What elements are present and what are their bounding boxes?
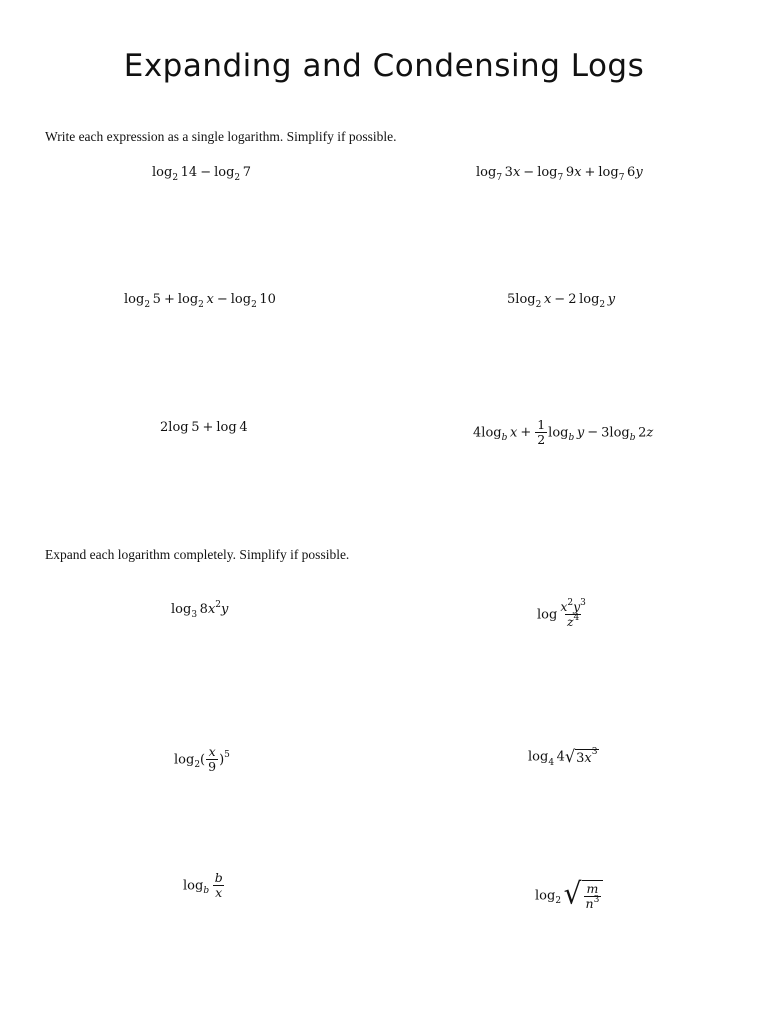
fraction: $\frac{m}{n^3}$ <box>585 881 600 912</box>
fraction: $\frac{x^2y^3}{z^4}$ <box>560 598 586 630</box>
section2-instructions: Expand each logarithm completely. Simplify if possible. <box>45 547 350 562</box>
square-root: √ 3 x 3 <box>564 746 598 767</box>
condense-problem-6: $4\log_b$ x + $\frac{1}{2}$ $\log_b y - 3\log_b$ 2z <box>473 417 654 448</box>
expand-problem-3: $\log_2$( $\frac{x}{9}$ )$^5$ <box>174 744 230 775</box>
condense-problem-4: $5\log_2$ x − 2 $\log_2 y$ <box>507 292 616 310</box>
condense-problem-2: $\log_7 3x - \log_7 9x + \log_7 6y$ <box>476 165 643 183</box>
fraction: $\frac{x}{9}$ <box>208 744 217 775</box>
expand-problem-4: $\log_4 4$ √ 3 x 3 <box>528 746 598 768</box>
condense-problem-1: $\log_2 14 - \log_2 7$ <box>152 165 252 183</box>
condense-problem-3: $\log_2 5 + \log_2 x - \log_2 10$ <box>124 292 276 310</box>
square-root: √ $\frac{m}{n^3}$ <box>564 880 604 912</box>
expand-problem-5: $\log_b$ $\frac{b}{x}$ <box>183 870 223 901</box>
expand-problem-2: log $\frac{x^2y^3}{z^4}$ <box>537 598 586 630</box>
worksheet-title: Expanding and Condensing Logs <box>123 48 645 84</box>
section1-instructions: Write each expression as a single logarithm. Simplify if possible. <box>45 129 397 144</box>
fraction: $\frac{b}{x}$ <box>214 870 223 901</box>
expand-problem-6: $\log_2$ √ $\frac{m}{n^3}$ <box>535 880 603 912</box>
expand-problem-1: $\log_3 8x^2y$ <box>171 600 229 620</box>
fraction: $\frac{1}{2}$ <box>537 417 546 448</box>
condense-problem-5: 2log 5 + log 4 <box>160 420 248 435</box>
